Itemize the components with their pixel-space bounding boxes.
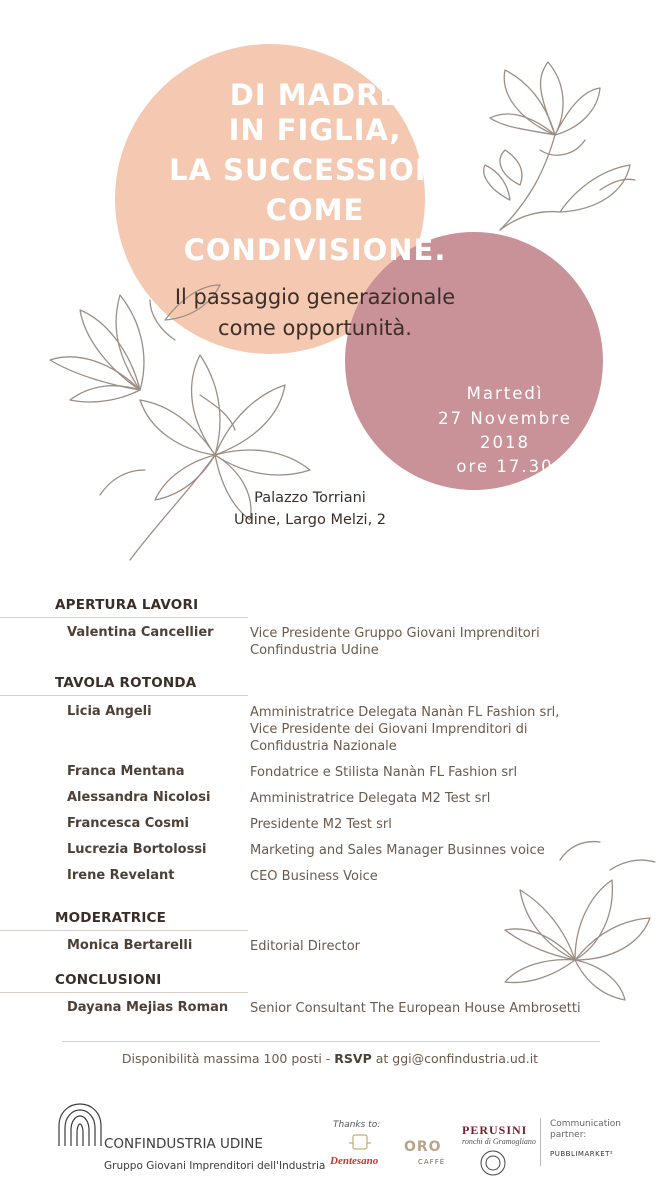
org-subtitle: Gruppo Giovani Imprenditori dell'Industria [104, 1160, 326, 1172]
sponsor-perusini-logo: PERUSINI [462, 1123, 528, 1137]
event-year: 2018 [480, 433, 530, 452]
section-title-tavola-rotonda: TAVOLA ROTONDA [55, 675, 197, 691]
speaker-role: CEO Business Voice [250, 869, 378, 884]
speaker-role: Fondatrice e Stilista Nanàn FL Fashion srl [250, 765, 518, 780]
speaker-name: Franca Mentana [67, 764, 185, 779]
speaker-name: Lucrezia Bortolossi [67, 842, 207, 857]
hero-title-line-5: CONDIVISIONE. [183, 233, 447, 267]
rsvp-email-link[interactable]: at ggi@confindustria.ud.it [371, 1051, 539, 1066]
event-date: 27 Novembre [438, 409, 572, 428]
venue-name: Palazzo Torriani [254, 490, 366, 506]
speaker-name: Valentina Cancellier [67, 625, 214, 640]
hero-title-line-4: COME [265, 193, 365, 227]
hero-subtitle-line-2: come opportunità. [218, 316, 412, 340]
speaker-role: Marketing and Sales Manager Businnes voice [250, 843, 545, 858]
hero-subtitle-line-1: Il passaggio generazionale [174, 285, 456, 309]
speaker-name: Monica Bertarelli [67, 938, 193, 953]
confindustria-logo-icon [55, 1100, 105, 1150]
sponsor-perusini-subtitle: ronchi di Gramogliano [462, 1137, 536, 1146]
event-time: ore 17.30 [456, 457, 554, 476]
venue-address: Udine, Largo Melzi, 2 [233, 512, 387, 528]
section-title-moderatrice: MODERATRICE [55, 910, 167, 926]
hero-title-line-3: LA SUCCESSIONE [169, 153, 461, 187]
speaker-role: Senior Consultant The European House Ambrosetti [250, 1001, 581, 1016]
speaker-role: Presidente M2 Test srl [250, 817, 392, 832]
partner-divider [540, 1118, 541, 1166]
speaker-role: Amministratrice Delegata M2 Test srl [250, 791, 491, 806]
section-title-conclusioni: CONCLUSIONI [55, 972, 162, 988]
footer-divider [62, 1041, 600, 1042]
section-rule [0, 617, 248, 618]
speaker-name: Francesca Cosmi [67, 816, 189, 831]
sponsor-oro-logo: ORO [404, 1139, 442, 1155]
hero-title-line-2: IN FIGLIA, [228, 113, 402, 147]
speaker-name: Alessandra Nicolosi [67, 790, 211, 805]
dentesano-crest-icon [347, 1133, 373, 1153]
magnolia-top-right-icon [484, 62, 635, 230]
speaker-name: Dayana Mejias Roman [67, 1000, 229, 1015]
speaker-name: Licia Angeli [67, 704, 152, 719]
perusini-seal-icon [478, 1148, 508, 1178]
speaker-role: Editorial Director [250, 939, 361, 954]
rsvp-note: Disponibilità massima 100 posti - RSVP at ggi@confindustria.ud.it [121, 1051, 539, 1066]
speaker-name: Irene Revelant [67, 868, 175, 883]
section-rule [0, 930, 248, 931]
communication-partner-label: Communication partner: [550, 1119, 621, 1140]
speaker-role: Vice Presidente Gruppo Giovani Imprenditori Confindustria Udine [250, 626, 540, 658]
hero-title-line-1: DI MADRE [229, 78, 401, 112]
section-rule [0, 695, 248, 696]
thanks-label: Thanks to: [333, 1120, 381, 1130]
speaker-role: Amministratrice Delegata Nanàn FL Fashion srl, Vice Presidente dei Giovani Imprenditori di Confidustria Nazionale [250, 705, 560, 754]
event-day: Martedì [466, 384, 544, 403]
sponsor-dentesano-logo: Dentesano [330, 1155, 379, 1167]
section-title-apertura: APERTURA LAVORI [55, 597, 199, 613]
sponsor-oro-subtitle: CAFFÈ [418, 1158, 446, 1166]
org-name: CONFINDUSTRIA UDINE [104, 1136, 263, 1152]
magnolia-bottom-right-icon [505, 842, 655, 1000]
section-rule [0, 992, 248, 993]
pubblimarket-logo: PUBBLIMARKET² [550, 1150, 614, 1158]
